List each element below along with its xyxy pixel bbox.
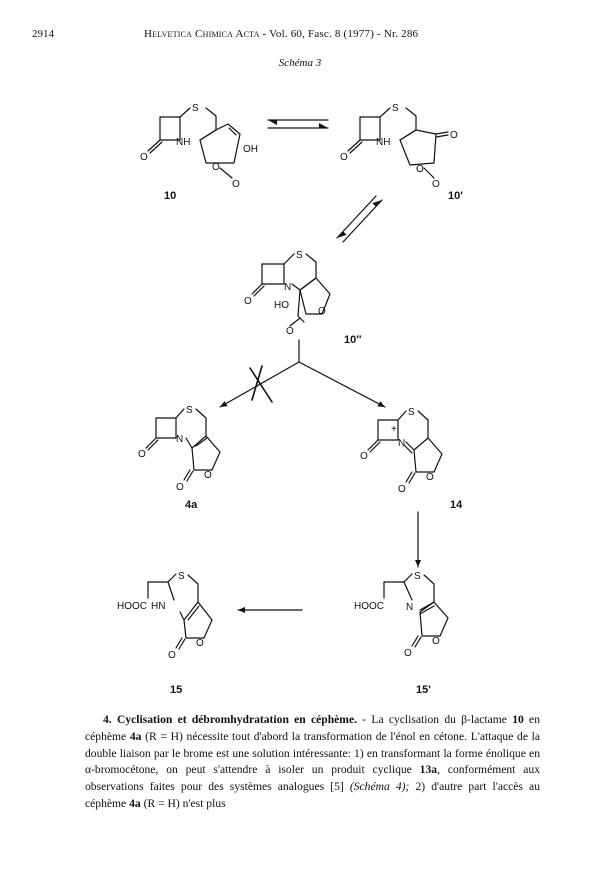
atom-o-ring-4a: O: [204, 470, 212, 481]
atom-s-10p: S: [392, 103, 399, 114]
atom-o-carbonyl-15p: O: [404, 648, 412, 659]
page-number: 2914: [32, 28, 54, 40]
atom-o-lactam-10pp: O: [244, 296, 252, 307]
compound-ref: 4a: [129, 729, 142, 743]
scheme-title: Schéma 3: [278, 57, 322, 69]
atom-o-ring-10pp: O: [318, 306, 326, 317]
volume-info: - Vol. 60, Fasc. 8 (1977) - Nr. 286: [262, 28, 419, 40]
atom-o-carbonyl-4a: O: [176, 482, 184, 493]
atom-s-15p: S: [414, 571, 421, 582]
atom-o-ring-10p: O: [416, 164, 424, 175]
atom-o-ring-15: O: [196, 638, 204, 649]
structure-10-prime: [348, 108, 448, 178]
compound-label-10-prime: 10': [448, 190, 463, 202]
scheme-ref: (Schéma 4);: [349, 780, 410, 794]
compound-label-4a: 4a: [185, 499, 198, 511]
blocked-arrow: [220, 362, 299, 407]
atom-s-14: S: [408, 407, 415, 418]
atom-o-ketone-10p: O: [450, 130, 458, 141]
arrow-to-14: [299, 362, 385, 407]
atom-hooc-15p: HOOC: [354, 601, 384, 612]
atom-o-carbonyl-10p: O: [432, 179, 440, 190]
compound-label-10-double-prime: 10'': [344, 334, 362, 346]
equilibrium-arrow-up: [343, 200, 382, 242]
compound-ref: 13a: [419, 763, 438, 777]
atom-o-carbonyl-10pp: O: [286, 326, 294, 337]
atom-o-carbonyl-15: O: [168, 650, 176, 661]
section-body: [85, 712, 540, 813]
compound-label-15-prime: 15': [416, 684, 431, 696]
atom-n-4a: N: [176, 434, 184, 445]
atom-o-lactam-4a: O: [138, 449, 146, 460]
atom-o-lactam-10p: O: [340, 152, 348, 163]
atom-hooc-15: HOOC: [117, 601, 147, 612]
atom-o-carbonyl-10: O: [232, 179, 240, 190]
equilibrium-arrow-down: [337, 196, 376, 238]
structure-10: [148, 108, 240, 178]
atom-o-lactam-10: O: [140, 152, 148, 163]
compound-ref: 4a: [129, 796, 141, 810]
compound-ref: 10: [512, 713, 524, 726]
atom-s-10: S: [192, 103, 199, 114]
atom-n-15p: N: [406, 602, 414, 613]
atom-o-carbonyl-14: O: [398, 484, 406, 495]
atom-o-lactam-14: O: [360, 451, 368, 462]
atom-nh-10: NH: [176, 137, 191, 148]
compound-label-14: 14: [450, 499, 463, 511]
atom-hn-15: HN: [151, 601, 166, 612]
atom-nh-10p: NH: [376, 137, 391, 148]
atom-s-10pp: S: [296, 250, 303, 261]
atom-o-ring-15p: O: [432, 636, 440, 647]
journal-name: Helvetica Chimica Acta: [144, 28, 260, 40]
section-heading: 4. Cyclisation et débromhydratation en céphème.: [103, 713, 358, 726]
compound-label-10: 10: [164, 190, 177, 202]
atom-ho-10pp: HO: [274, 300, 289, 311]
section-paragraph: 4. Cyclisation et débromhydratation en céphème. - La cyclisation du β-lactame 10 en céphème 4a (R = H) nécessite tout d'abord la transformation de l'énol en cétone. L'attaque de la double liaison par le brome est une solution intéressante: 1) en transformant la forme énolique en α-bromocétone, on peut s'attendre à isoler un produit cyclique 13a, conformément aux observations faites pour des systèmes analogues [5] (Schéma 4); 2) d'autre part l'accès au céphème 4a (R = H) n'est plus: [85, 713, 541, 810]
atom-o-ring-10: O: [212, 162, 220, 173]
atom-plus-14: +: [391, 424, 397, 435]
atom-s-15: S: [178, 571, 185, 582]
atom-o-ring-14: O: [426, 472, 434, 483]
atom-n-14: N: [398, 438, 406, 449]
atom-oh-10: OH: [243, 144, 258, 155]
atom-s-4a: S: [186, 405, 193, 416]
compound-label-15: 15: [170, 684, 183, 696]
atom-n-10pp: N: [284, 282, 292, 293]
